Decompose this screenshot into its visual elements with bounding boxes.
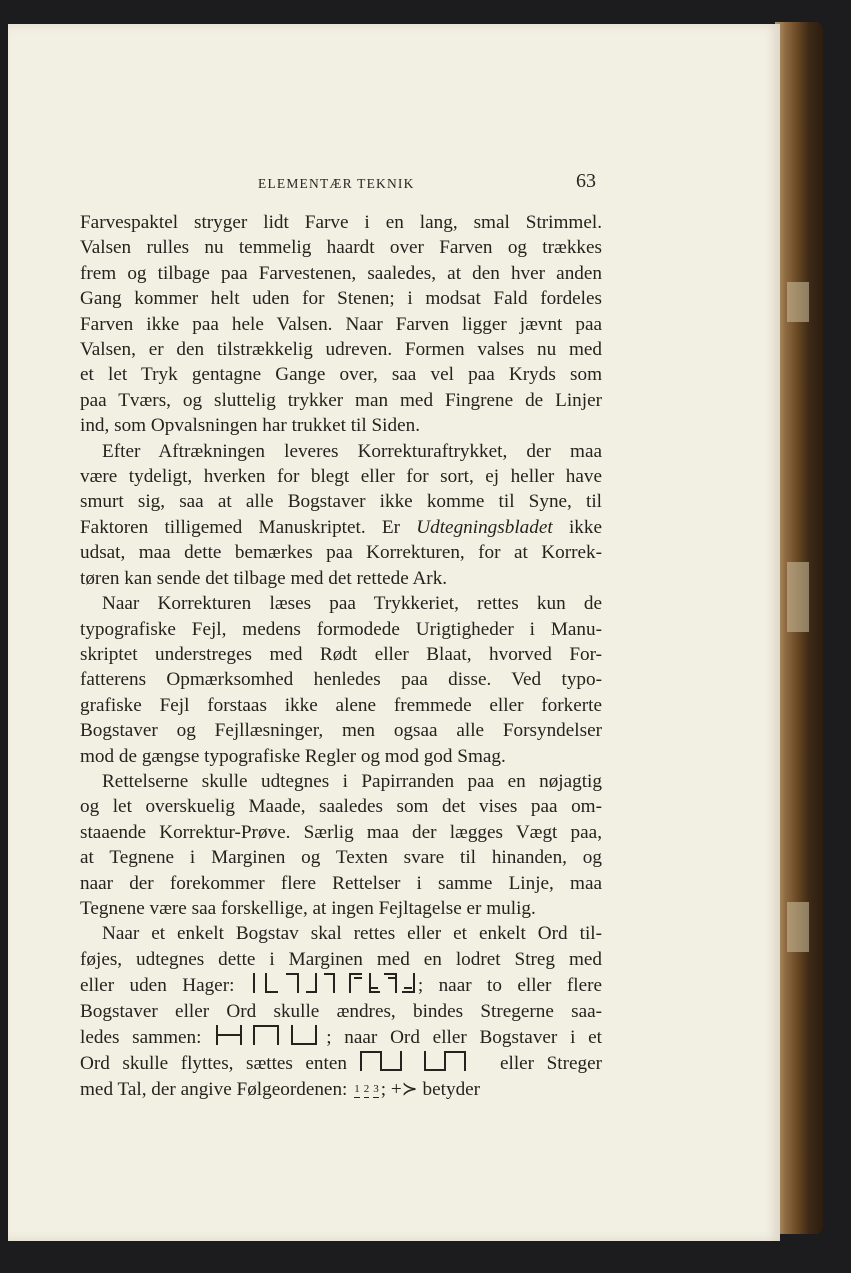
text-line: et let Tryk gentagne Gange over, saa vel paa Kryds som [80, 364, 602, 386]
line-part: ledes sammen: [80, 1027, 215, 1048]
text-line: udsat, maa dette bemærkes paa Korrekturen, for at Korrek- [80, 542, 602, 564]
order-number [364, 1082, 370, 1098]
proof-mark-double-hook [400, 972, 418, 994]
text-line: Valsen, er den tilstrækkelig udreven. Formen valses nu med [80, 339, 602, 361]
edge-wear [787, 562, 809, 632]
text-line: staaende Korrektur-Prøve. Særlig maa der lægges Vægt paa, [80, 821, 602, 843]
text-line: Gang kommer helt uden for Stenen; i modsat Fald fordeles [80, 288, 602, 310]
line-part: betyder [417, 1078, 481, 1100]
text-line-with-marks [80, 1024, 602, 1050]
line-part: ; naar to eller flere [417, 975, 603, 997]
text-line: Farvespaktel stryger lidt Farve i en lang, smal Strimmel. [80, 212, 602, 233]
proof-marks-bound [214, 1024, 326, 1046]
text-line-with-marks [80, 972, 602, 998]
text-line: grafiske Fejl forstaas ikke alene fremmede eller forkerte [80, 694, 602, 716]
text-line: smurt sig, saa at alle Bogstaver ikke komme til Syne, til [80, 491, 602, 513]
line-part: med Tal, der angive Følgeordenen: [80, 1078, 353, 1100]
text-line: og let overskuelig Maade, saaledes som det vises paa om- [80, 796, 602, 818]
body-text [80, 210, 602, 1102]
line-part: eller uden Hager: [80, 975, 250, 997]
line-part: ; naar Ord eller Bogstaver i et [326, 1027, 603, 1048]
proof-marks-single [250, 972, 400, 994]
book-page [8, 24, 780, 1241]
text-line: føjes, udtegnes dette i Marginen med en lodret Streg med [80, 948, 602, 970]
italic-term: Udtegningsbladet [416, 516, 553, 538]
line-part: ; [380, 1078, 391, 1100]
text-line: være tydeligt, hverken for blegt eller for sort, ej heller have [80, 466, 602, 488]
text-line-with-marks [80, 1077, 602, 1102]
order-number-2: 2 [363, 1082, 370, 1095]
text-line: typografiske Fejl, medens formodede Urigtigheder i Manu- [80, 618, 602, 640]
text-line: Bogstaver eller Ord skulle ændres, bindes Stregerne saa- [80, 1000, 602, 1022]
line-part: ikke [552, 516, 602, 538]
order-number [354, 1082, 360, 1098]
text-line: Rettelserne skulle udtegnes i Papirranden paa en nøjagtig [102, 770, 602, 792]
order-number-1: 1 [354, 1082, 360, 1095]
line-part: eller Streger [487, 1053, 602, 1075]
order-number-3: 3 [373, 1082, 379, 1095]
book-edge [775, 22, 823, 1234]
line-part: Ord skulle flyttes, sættes enten [80, 1053, 360, 1075]
proof-marks-transpose [359, 1050, 487, 1072]
text-line: fatterens Opmærksomhed henledes paa disse. Ved typo- [80, 669, 602, 691]
text-line: frem og tilbage paa Farvestenen, saaledes, at den hver anden [80, 262, 602, 284]
edge-wear [787, 282, 809, 322]
text-line: mod de gængse typografiske Regler og mod god Smag. [80, 745, 506, 767]
text-line: Naar et enkelt Bogstav skal rettes eller et enkelt Ord til- [102, 923, 602, 945]
text-line: Tegnene være saa forskellige, at ingen Fejltagelse er mulig. [80, 897, 536, 919]
edge-wear [787, 902, 809, 952]
text-line: tøren kan sende det tilbage med det rettede Ark. [80, 567, 448, 589]
running-title: ELEMENTÆR TEKNIK [258, 176, 415, 191]
text-line: paa Tværs, og sluttelig trykker man med Fingrene de Linjer [80, 389, 602, 411]
text-line: at Tegnene i Marginen og Texten svare til hinanden, og [80, 847, 602, 869]
order-number [373, 1082, 379, 1098]
page-number: 63 [576, 170, 596, 192]
text-line: naar der forekommer flere Rettelser i samme Linje, maa [80, 872, 602, 894]
text-line: skriptet understreges med Rødt eller Blaat, hvorved For- [80, 643, 602, 665]
text-line: ind, som Opvalsningen har trukket til Siden. [80, 415, 421, 437]
text-line: Naar Korrekturen læses paa Trykkeriet, rettes kun de [102, 593, 602, 615]
text-line: Valsen rulles nu temmelig haardt over Farven og trækkes [80, 237, 602, 259]
insert-mark-glyph: +≻ [390, 1078, 418, 1100]
text-line: Efter Aftrækningen leveres Korrekturaftrykket, der maa [102, 440, 602, 462]
line-part: Faktoren tilligemed Manuskriptet. Er [80, 516, 417, 538]
text-line: Bogstaver og Fejllæsninger, men ogsaa alle Forsyndelser [80, 720, 602, 742]
text-line: Farven ikke paa hele Valsen. Naar Farven ligger jævnt paa [80, 313, 602, 335]
text-line-with-marks [80, 1050, 602, 1076]
text-line-with-italic [80, 515, 602, 540]
